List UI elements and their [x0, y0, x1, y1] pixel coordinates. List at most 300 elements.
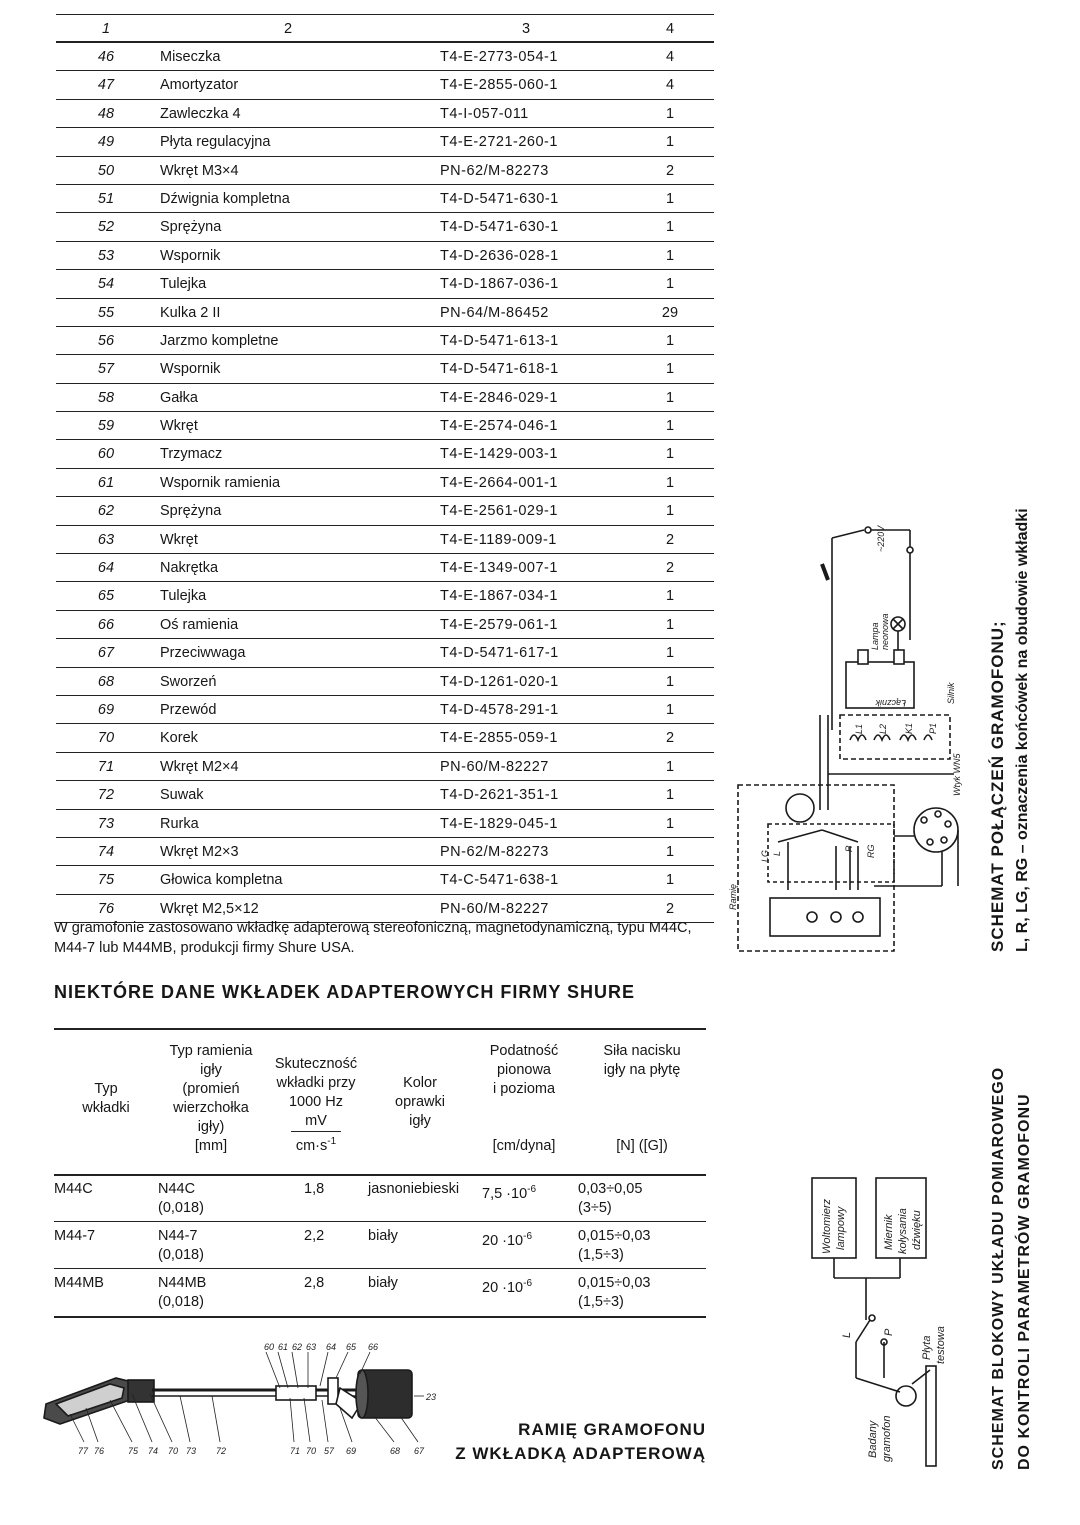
- part-code: T4-E-1829-045-1: [440, 815, 558, 832]
- spec-h4-l1: Kolor: [403, 1075, 437, 1091]
- part-name: Przewód: [160, 701, 217, 718]
- part-code: T4-E-2664-001-1: [440, 474, 558, 491]
- part-qty: 1: [665, 219, 675, 236]
- parts-table: [56, 14, 714, 923]
- table-row: [56, 71, 714, 99]
- block-box2-l1: Miernik: [883, 1214, 895, 1250]
- table-row: [56, 327, 714, 355]
- wiring-voltage-label: ~220V: [876, 525, 886, 552]
- spec-h3-den-text: cm·s: [295, 1137, 328, 1154]
- spec-h6-unit: [N] ([G]): [616, 1138, 668, 1154]
- part-name: Wspornik ramienia: [160, 474, 281, 491]
- arm-label-23: 23: [426, 1392, 437, 1402]
- part-number: 64: [97, 560, 115, 577]
- part-number: 75: [97, 872, 115, 889]
- spec-force: [578, 1274, 650, 1293]
- table-row: [56, 299, 714, 327]
- block-box2-l2: kołysania: [897, 1208, 909, 1254]
- part-code: T4-D-1261-020-1: [440, 673, 559, 690]
- arm-bottom-label: 71: [290, 1446, 301, 1456]
- arm-bottom-label: 73: [186, 1446, 197, 1456]
- arm-bottom-label: 70: [168, 1446, 179, 1456]
- part-number: 59: [97, 418, 115, 435]
- header-col3: 3: [522, 21, 531, 37]
- part-number: 70: [97, 730, 115, 747]
- spec-force-text: 0,015÷0,03: [578, 1228, 651, 1244]
- table-row: [56, 753, 714, 781]
- part-qty: 1: [665, 815, 675, 832]
- spec-needle-text: N44-7: [158, 1228, 198, 1244]
- table-row: [56, 43, 714, 71]
- part-code: PN-62/M-82273: [440, 843, 549, 860]
- spec-compliance-text: 7,5 ·10: [482, 1185, 528, 1202]
- spec-force-g-text: (3÷5): [578, 1200, 612, 1216]
- wiring-pin-rg: RG: [866, 844, 876, 858]
- part-number: 50: [97, 162, 115, 179]
- part-name: Jarzmo kompletne: [160, 332, 279, 349]
- block-plate-l2: testowa: [935, 1326, 947, 1364]
- wiring-arm-label: Ramię: [728, 883, 738, 910]
- part-code: T4-E-1349-007-1: [440, 560, 558, 577]
- wiring-diagram: [724, 490, 974, 960]
- table-row: [56, 412, 714, 440]
- arm-caption-line2: Z WKŁADKĄ ADAPTEROWĄ: [455, 1444, 706, 1463]
- spec-type: [54, 1227, 95, 1246]
- arm-caption-line1: RAMIĘ GRAMOFONU: [518, 1420, 706, 1439]
- spec-h2-l6: [mm]: [194, 1138, 228, 1154]
- spec-radius-text: (0,018): [158, 1294, 204, 1310]
- arm-bottom-label: 77: [78, 1446, 89, 1456]
- spec-header-color: [376, 1074, 464, 1131]
- part-number: 48: [97, 105, 115, 122]
- part-name: Płyta regulacyjna: [160, 134, 271, 151]
- wiring-coil-l1: L1: [854, 723, 864, 734]
- spec-force-text: 0,015÷0,03: [578, 1275, 651, 1291]
- wiring-plug-label: Wtyk WN5: [952, 753, 962, 796]
- part-name: Korek: [160, 730, 198, 747]
- arm-bottom-label: 68: [390, 1446, 401, 1456]
- part-number: 73: [97, 815, 115, 832]
- spec-type-text: M44C: [54, 1181, 93, 1197]
- part-code: T4-I-057-011: [440, 105, 529, 122]
- spec-force-g: [578, 1293, 624, 1312]
- spec-force: [578, 1227, 650, 1246]
- part-qty: 2: [665, 730, 675, 747]
- part-number: 65: [97, 588, 115, 605]
- arm-bottom-label: 75: [128, 1446, 139, 1456]
- part-code: T4-D-2636-028-1: [440, 247, 559, 264]
- table-row: [56, 526, 714, 554]
- arm-top-label: 63: [306, 1342, 317, 1352]
- part-code: T4-D-5471-630-1: [440, 219, 559, 236]
- wiring-pin-l: L: [772, 850, 782, 856]
- arm-top-label: 64: [326, 1342, 337, 1352]
- spec-color-text: jasnoniebieski: [368, 1181, 460, 1197]
- spec-h6-l1: Siła nacisku: [603, 1043, 681, 1059]
- spec-compliance-exp: -6: [527, 1184, 537, 1195]
- table-row: [56, 100, 714, 128]
- spec-needle-text: N44MB: [158, 1275, 207, 1291]
- spec-radius: [158, 1246, 204, 1265]
- spec-type-text: M44MB: [54, 1275, 104, 1291]
- part-name: Głowica kompletna: [160, 872, 283, 889]
- wiring-pin-lg: LG: [760, 849, 770, 862]
- spec-header-efficiency: [266, 1055, 366, 1156]
- spec-h2-l3: (promień: [182, 1081, 240, 1097]
- spec-h2-l2: igły: [200, 1062, 222, 1078]
- spec-radius-text: (0,018): [158, 1200, 204, 1216]
- part-number: 55: [97, 304, 115, 321]
- block-box1-l1: Woltomierz: [821, 1198, 833, 1254]
- part-number: 53: [97, 247, 115, 264]
- part-number: 62: [97, 503, 115, 520]
- part-name: Wkręt: [160, 531, 198, 548]
- arm-top-label: 66: [368, 1342, 379, 1352]
- part-qty: 1: [665, 332, 675, 349]
- arm-bottom-label: 67: [414, 1446, 425, 1456]
- wiring-coil-l2: L2: [878, 723, 888, 734]
- table-row: [56, 668, 714, 696]
- part-number: 56: [97, 332, 115, 349]
- part-number: 57: [97, 361, 115, 378]
- part-qty: 1: [665, 361, 675, 378]
- part-qty: 1: [665, 588, 675, 605]
- cartridge-note: W gramofonie zastosowano wkładkę adapterową stereofoniczną, magnetodynamiczną, typu M44C, M44-7 lub M44MB, produkcji firmy Shure USA.: [54, 920, 692, 956]
- spec-compliance-exp: -6: [523, 1231, 533, 1242]
- part-code: T4-D-2621-351-1: [440, 787, 559, 804]
- part-name: Zawleczka 4: [160, 105, 241, 122]
- part-qty: 1: [665, 247, 675, 264]
- part-name: Sprężyna: [160, 503, 222, 520]
- block-caption-1: SCHEMAT BLOKOWY UKŁADU POMIAROWEGO: [990, 1066, 1007, 1470]
- arm-bottom-label: 74: [148, 1446, 159, 1456]
- part-name: Nakrętka: [160, 560, 219, 577]
- table-row: [56, 270, 714, 298]
- spec-h5-l1: Podatność: [489, 1043, 559, 1059]
- spec-h4-l2: oprawki: [395, 1094, 445, 1110]
- part-qty: 1: [665, 134, 675, 151]
- part-number: 68: [97, 673, 115, 690]
- spec-h3-num: mV: [291, 1112, 341, 1132]
- part-code: T4-E-1867-034-1: [440, 588, 558, 605]
- arm-bottom-labels: [78, 1446, 425, 1456]
- wiring-lamp2-label: neonowa: [880, 613, 890, 650]
- wiring-coil-p1: P1: [928, 722, 938, 734]
- part-number: 58: [97, 389, 115, 406]
- block-box1-l2: lampowy: [835, 1206, 847, 1250]
- block-box2-l3: dźwięku: [911, 1210, 923, 1250]
- wiring-caption-2: L, R, LG, RG – oznaczenia końcówek na obudowie wkładki: [1014, 508, 1031, 952]
- spec-table: [54, 1028, 706, 1318]
- arm-top-label: 60: [264, 1342, 275, 1352]
- spec-efficiency: [304, 1274, 324, 1293]
- part-qty: 1: [665, 843, 675, 860]
- table-row: [56, 384, 714, 412]
- part-name: Tulejka: [160, 588, 207, 605]
- arm-top-label: 61: [278, 1342, 289, 1352]
- arm-top-label: 65: [346, 1342, 357, 1352]
- spec-h1-l2: wkładki: [82, 1100, 130, 1116]
- part-code: T4-D-5471-613-1: [440, 332, 559, 349]
- wiring-pin-r: R: [844, 845, 854, 852]
- part-number: 54: [97, 276, 115, 293]
- part-qty: 1: [665, 503, 675, 520]
- part-qty: 29: [661, 304, 679, 321]
- spec-force-g-text: (1,5÷3): [578, 1247, 624, 1263]
- part-name: Sworzeń: [160, 673, 217, 690]
- table-row: [56, 213, 714, 241]
- part-qty: 2: [665, 900, 675, 917]
- table-row: [56, 185, 714, 213]
- spec-color: [368, 1227, 398, 1246]
- part-qty: 1: [665, 758, 675, 775]
- part-name: Tulejka: [160, 276, 207, 293]
- table-row: [56, 582, 714, 610]
- part-name: Amortyzator: [160, 77, 239, 94]
- spec-compliance: [482, 1227, 532, 1251]
- part-qty: 1: [665, 787, 675, 804]
- part-code: T4-E-2721-260-1: [440, 134, 558, 151]
- spec-h3-den: [266, 1132, 366, 1156]
- spec-needle: [158, 1227, 198, 1246]
- spec-compliance-exp: -6: [523, 1278, 533, 1289]
- part-name: Wkręt M2×4: [160, 758, 239, 775]
- part-code: T4-D-5471-618-1: [440, 361, 559, 378]
- part-number: 74: [97, 843, 115, 860]
- part-number: 49: [97, 134, 115, 151]
- spec-header-type: [74, 1080, 138, 1118]
- arm-bottom-label: 70: [306, 1446, 317, 1456]
- spec-radius: [158, 1293, 204, 1312]
- part-name: Wkręt M3×4: [160, 162, 239, 179]
- part-qty: 1: [665, 418, 675, 435]
- table-row: [56, 696, 714, 724]
- part-code: T4-E-1429-003-1: [440, 446, 558, 463]
- spec-compliance: [482, 1274, 532, 1298]
- part-qty: 4: [665, 49, 675, 65]
- spec-efficiency-text: 2,8: [304, 1275, 325, 1291]
- part-qty: 1: [665, 446, 675, 463]
- part-code: T4-D-5471-630-1: [440, 190, 559, 207]
- spec-h5-l3: i pozioma: [492, 1081, 556, 1097]
- part-qty: 1: [665, 474, 675, 491]
- spec-h5-unit: [cm/dyna]: [492, 1138, 556, 1154]
- table-row: [56, 866, 714, 894]
- arm-top-label: 62: [292, 1342, 303, 1352]
- spec-header-force: [586, 1042, 698, 1156]
- part-number: 67: [97, 645, 115, 662]
- spec-title: NIEKTÓRE DANE WKŁADEK ADAPTEROWYCH FIRMY SHURE: [54, 982, 636, 1002]
- spec-needle: [158, 1274, 206, 1293]
- part-qty: 1: [665, 616, 675, 633]
- block-label-l: L: [841, 1331, 853, 1338]
- parts-body: [56, 43, 714, 923]
- part-name: Miseczka: [160, 49, 221, 65]
- part-qty: 2: [665, 162, 675, 179]
- table-row: [56, 128, 714, 156]
- table-row: [56, 639, 714, 667]
- part-name: Oś ramienia: [160, 616, 239, 633]
- spec-radius: [158, 1199, 204, 1218]
- wiring-coil-k1: K1: [904, 722, 914, 734]
- part-code: T4-D-5471-617-1: [440, 645, 559, 662]
- part-number: 69: [97, 701, 115, 718]
- spec-header-needle: [156, 1042, 266, 1156]
- table-row: [56, 157, 714, 185]
- parts-header-row: [56, 14, 714, 43]
- block-plate-l1: Płyta: [921, 1335, 933, 1360]
- spec-color: [368, 1274, 398, 1293]
- spec-h1-l1: Typ: [94, 1081, 118, 1097]
- arm-bottom-label: 72: [216, 1446, 227, 1456]
- spec-force: [578, 1180, 642, 1199]
- arm-bottom-label: 69: [346, 1446, 357, 1456]
- spec-color-text: biały: [368, 1275, 398, 1291]
- block-diagram: [800, 1170, 950, 1470]
- part-qty: 1: [665, 105, 675, 122]
- part-code: PN-60/M-82227: [440, 758, 549, 775]
- spec-type: [54, 1180, 93, 1199]
- part-qty: 1: [665, 673, 675, 690]
- part-name: Rurka: [160, 815, 199, 832]
- part-qty: 1: [665, 645, 675, 662]
- table-row: [56, 355, 714, 383]
- part-name: Gałka: [160, 389, 198, 406]
- part-name: Wkręt: [160, 418, 198, 435]
- spec-h4-l3: igły: [409, 1113, 431, 1129]
- part-code: T4-D-4578-291-1: [440, 701, 559, 718]
- tonearm-drawing: [40, 1338, 460, 1468]
- part-name: Trzymacz: [160, 446, 223, 463]
- block-gram-l1: Badany: [867, 1420, 879, 1458]
- table-row: [56, 554, 714, 582]
- spec-type: [54, 1274, 104, 1293]
- spec-needle: [158, 1180, 195, 1199]
- arm-bottom-label: 57: [324, 1446, 335, 1456]
- spec-type-text: M44-7: [54, 1228, 96, 1244]
- table-row: [56, 611, 714, 639]
- part-name: Wspornik: [160, 361, 221, 378]
- part-name: Wkręt M2,5×12: [160, 900, 259, 917]
- table-row: [56, 497, 714, 525]
- header-col2: 2: [284, 21, 293, 37]
- part-number: 60: [97, 446, 115, 463]
- header-col1: 1: [101, 21, 111, 37]
- arm-bottom-label: 76: [94, 1446, 105, 1456]
- part-number: 66: [97, 616, 115, 633]
- table-row: [56, 440, 714, 468]
- part-code: PN-62/M-82273: [440, 162, 549, 179]
- part-name: Sprężyna: [160, 219, 222, 236]
- spec-header-compliance: [474, 1042, 574, 1156]
- arm-top-labels: [264, 1342, 378, 1352]
- part-number: 61: [97, 474, 115, 491]
- part-code: T4-D-1867-036-1: [440, 276, 559, 293]
- part-qty: 4: [665, 77, 675, 94]
- part-name: Kulka 2 II: [160, 304, 221, 321]
- part-qty: 1: [665, 872, 675, 889]
- spec-needle-text: N44C: [158, 1181, 196, 1197]
- table-row: [56, 469, 714, 497]
- part-number: 63: [97, 531, 115, 548]
- spec-h6-l2: igły na płytę: [603, 1062, 681, 1078]
- part-code: PN-64/M-86452: [440, 304, 549, 321]
- table-row: [56, 242, 714, 270]
- table-row: [56, 781, 714, 809]
- spec-h2-l4: wierzchołka: [173, 1100, 249, 1116]
- spec-h2-l5: igły): [197, 1119, 225, 1135]
- spec-radius-text: (0,018): [158, 1247, 204, 1263]
- part-code: T4-E-2561-029-1: [440, 503, 558, 520]
- spec-force-text: 0,03÷0,05: [578, 1181, 643, 1197]
- part-code: T4-E-2855-060-1: [440, 77, 558, 94]
- part-qty: 2: [665, 560, 675, 577]
- part-number: 52: [97, 219, 115, 236]
- spec-efficiency: [304, 1180, 324, 1199]
- part-name: Wspornik: [160, 247, 221, 264]
- part-code: T4-E-2846-029-1: [440, 389, 558, 406]
- block-gram-l2: gramofon: [881, 1415, 893, 1462]
- table-row: [56, 724, 714, 752]
- part-code: T4-E-2574-046-1: [440, 418, 558, 435]
- spec-compliance-text: 20 ·10: [482, 1279, 524, 1296]
- part-number: 76: [97, 900, 115, 917]
- part-number: 72: [97, 787, 115, 804]
- spec-h5-l2: pionowa: [496, 1062, 551, 1078]
- part-code: PN-60/M-82227: [440, 900, 549, 917]
- spec-compliance: [482, 1180, 536, 1204]
- arm-caption: [430, 1418, 706, 1466]
- spec-efficiency-text: 1,8: [304, 1181, 325, 1197]
- part-qty: 1: [665, 276, 675, 293]
- spec-h3-den-exp: -1: [327, 1136, 337, 1147]
- part-code: T4-E-2579-061-1: [440, 616, 558, 633]
- part-number: 51: [97, 190, 115, 207]
- part-code: T4-E-2855-059-1: [440, 730, 558, 747]
- table-row: [56, 838, 714, 866]
- wiring-switch-label: Łącznik: [875, 698, 906, 708]
- part-name: Dźwignia kompletna: [160, 190, 290, 207]
- wiring-caption-1: SCHEMAT POŁĄCZEŃ GRAMOFONU;: [988, 620, 1007, 952]
- spec-compliance-text: 20 ·10: [482, 1232, 524, 1249]
- spec-efficiency: [304, 1227, 324, 1246]
- part-code: T4-E-2773-054-1: [440, 49, 558, 65]
- table-row: [56, 810, 714, 838]
- part-number: 46: [97, 49, 115, 65]
- spec-force-g: [578, 1246, 624, 1265]
- part-code: T4-C-5471-638-1: [440, 872, 559, 889]
- part-qty: 1: [665, 389, 675, 406]
- header-col4: 4: [665, 21, 675, 37]
- part-number: 47: [97, 77, 115, 94]
- spec-efficiency-text: 2,2: [304, 1228, 325, 1244]
- wiring-lamp-label: Lampa: [870, 622, 880, 650]
- block-label-p: P: [883, 1328, 895, 1336]
- spec-color-text: biały: [368, 1228, 398, 1244]
- wiring-motor-label: Silnik: [946, 682, 956, 704]
- spec-color: [368, 1180, 459, 1199]
- part-qty: 2: [665, 531, 675, 548]
- spec-h2-l1: Typ ramienia: [169, 1043, 253, 1059]
- spec-h3-l3: 1000 Hz: [288, 1094, 343, 1110]
- spec-h3-l2: wkładki przy: [276, 1075, 356, 1091]
- part-name: Wkręt M2×3: [160, 843, 239, 860]
- part-name: Przeciwwaga: [160, 645, 246, 662]
- spec-h3-l1: Skuteczność: [274, 1056, 358, 1072]
- part-name: Suwak: [160, 787, 204, 804]
- part-number: 71: [97, 758, 115, 775]
- part-code: T4-E-1189-009-1: [440, 531, 557, 548]
